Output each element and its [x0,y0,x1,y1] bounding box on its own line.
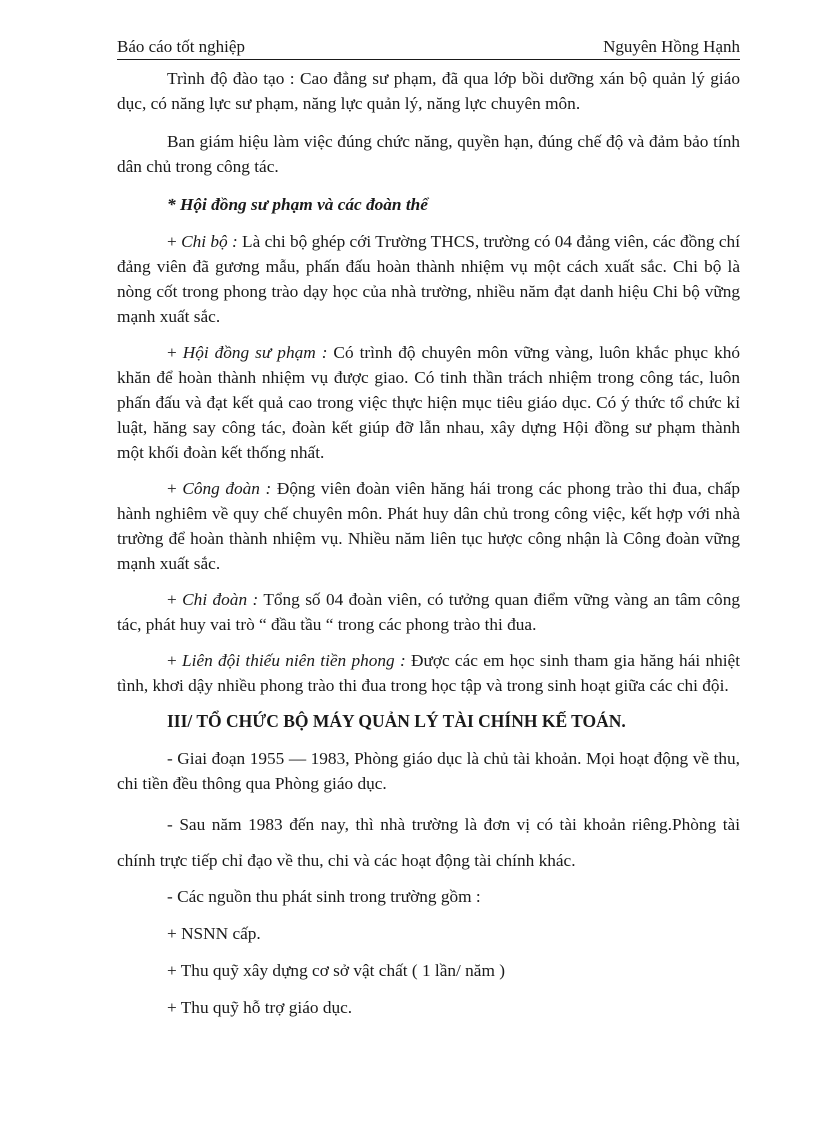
label-youth-branch: Chi đoàn : [182,590,259,609]
list-item: + NSNN cấp. [167,924,261,943]
list-item: + Thu quỹ xây dựng cơ sở vật chất ( 1 lần/ năm ) [167,961,505,980]
paragraph-party-cell: + Chi bộ : Là chi bộ ghép cới Trường THCS, trường có 04 đảng viên, các đồng chí đảng viên đã gương mẫu, phấn đấu hoàn thành nhiệm vụ một cách xuất sắc. Chi bộ là nòng cốt trong phong trào dạy học của nhà trường, nhiều năm đạt danh hiệu Chi bộ vững mạnh xuất sắc. [117,232,741,326]
subheading-council: * Hội đồng sư phạm và các đoàn thể [167,195,428,214]
paragraph-after-1983: - Sau năm 1983 đến nay, thì nhà trường là đơn vị có tài khoản riêng.Phòng tài chính trực tiếp chỉ đạo về thu, chi và các hoạt động tài chính khác. [117,815,740,870]
label-party-cell: Chi bộ : [181,232,238,251]
label-trade-union: Công đoàn : [182,479,272,498]
paragraph-period-1955: - Giai đoạn 1955 — 1983, Phòng giáo dục là chủ tài khoản. Mọi hoạt động về thu, chi tiền đều thông qua Phòng giáo dục. [117,749,740,793]
section-heading-finance: III/ TỔ CHỨC BỘ MÁY QUẢN LÝ TÀI CHÍNH KẾ TOÁN. [167,711,626,731]
header-author-name: Nguyên Hồng Hạnh [603,37,740,56]
label-pioneer-union: Liên đội thiếu niên tiền phong : [182,651,406,670]
paragraph-revenue-sources: - Các nguồn thu phát sinh trong trường gồm : [167,887,481,906]
paragraph-board: Ban giám hiệu làm việc đúng chức năng, quyền hạn, đúng chế độ và đảm bảo tính dân chủ trong công tác. [117,132,740,176]
paragraph-pioneer-union: + Liên đội thiếu niên tiền phong : Được các em học sinh tham gia hăng hái nhiệt tình, khơi dậy nhiều phong trào thi đua trong học tập và trong sinh hoạt giữa các chi đội. [117,651,740,695]
header-report-title: Báo cáo tốt nghiệp [117,37,245,56]
paragraph-youth-branch: + Chi đoàn : Tổng số 04 đoàn viên, có tưởng quan điểm vững vàng an tâm công tác, phát huy vai trò “ đầu tầu “ trong các phong trào thi đua. [117,590,740,634]
page-header [117,37,740,60]
list-item: + Thu quỹ hỗ trợ giáo dục. [167,998,353,1017]
label-pedagogy-council: Hội đồng sư phạm : [182,343,328,362]
paragraph-trade-union: + Công đoàn : Động viên đoàn viên hăng hái trong các phong trào thi đua, chấp hành nghiêm về quy chế chuyên môn. Phát huy dân chủ trong công việc, kết hợp với nhà trường để hoàn thành nhiệm vụ. Nhiều năm liên tục hược công nhận là Công đoàn vững mạnh xuất sắc. [117,479,740,573]
paragraph-pedagogy-council: + Hội đồng sư phạm : Có trình độ chuyên môn vững vàng, luôn khắc phục khó khăn để hoàn thành nhiệm vụ được giao. Có tinh thần trách nhiệm trong công tác, luôn phấn đấu và đạt kết quả cao trong việc thực hiện mục tiêu giáo dục. Có ý thức tổ chức kỉ luật, hăng say công tác, đoàn kết giúp đỡ lẫn nhau, xây dựng Hội đồng sư phạm thành một khối đoàn kết thống nhất. [117,343,741,462]
paragraph-training-level: Trình độ đào tạo : Cao đẳng sư phạm, đã qua lớp bồi dưỡng xán bộ quản lý giáo dục, có năng lực sư phạm, năng lực quản lý, năng lực chuyên môn. [117,69,740,113]
document-body [117,66,740,1032]
